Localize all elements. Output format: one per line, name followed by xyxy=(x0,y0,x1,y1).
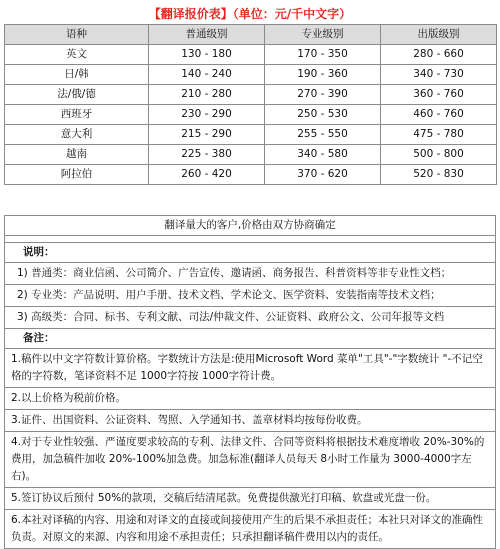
remark-item: 1.稿件以中文字符数计算价格。字数统计方法是:使用Microsoft Word 菜单"工具"-"字数统计 "-不记空格的字符数，笔译资料不足 1000字符按 1000字符计费。 xyxy=(5,349,496,388)
cell-publishing: 475 - 780 xyxy=(381,125,497,145)
cell-language: 日/韩 xyxy=(5,65,149,85)
cell-standard: 215 - 290 xyxy=(149,125,265,145)
cell-standard: 225 - 380 xyxy=(149,145,265,165)
notes-row xyxy=(5,243,496,263)
cell-publishing: 360 - 760 xyxy=(381,85,497,105)
remark-item: 3.证件、出国资料、公证资料、驾照、入学通知书、盖章材料均按每份收费。 xyxy=(5,410,496,432)
cell-professional: 250 - 530 xyxy=(265,105,381,125)
table-row xyxy=(5,145,497,165)
table-row xyxy=(5,85,497,105)
notes-row xyxy=(5,236,496,243)
notes-row xyxy=(5,510,496,549)
remark-item: 2.以上价格为税前价格。 xyxy=(5,388,496,410)
remark-item: 5.签订协议后预付 50%的款项，交稿后结清尾款。免费提供激光打印稿、软盘或光盘一份。 xyxy=(5,488,496,510)
bulk-discount-banner: 翻译量大的客户,价格由双方协商确定 xyxy=(5,216,496,236)
cell-standard: 210 - 280 xyxy=(149,85,265,105)
cell-language: 英文 xyxy=(5,45,149,65)
notes-row xyxy=(5,488,496,510)
cell-language: 越南 xyxy=(5,145,149,165)
cell-language: 法/俄/德 xyxy=(5,85,149,105)
cell-professional: 255 - 550 xyxy=(265,125,381,145)
cell-publishing: 340 - 730 xyxy=(381,65,497,85)
table-row xyxy=(5,165,497,185)
price-sheet xyxy=(4,4,496,549)
price-table xyxy=(4,24,497,185)
remark-header: 备注： xyxy=(5,329,496,349)
notes-row xyxy=(5,349,496,388)
notes-row xyxy=(5,307,496,329)
notes-row xyxy=(5,285,496,307)
cell-professional: 270 - 390 xyxy=(265,85,381,105)
notes-table xyxy=(4,215,496,549)
notes-row xyxy=(5,410,496,432)
header-professional: 专业级别 xyxy=(265,25,381,45)
cell-publishing: 520 - 830 xyxy=(381,165,497,185)
notes-row xyxy=(5,388,496,410)
remark-item: 4.对于专业性较强、严谨度要求较高的专利、法律文件、合同等资料将根据技术难度增收 20%-30%的费用，加急稿件加收 20%-100%加急费。加急标准(翻译人员每天 8小时工作量为 3000-4000字左右)。 xyxy=(5,432,496,488)
explain-header: 说明： xyxy=(5,243,496,263)
page-title: 【翻译报价表】（单位：元/千中文字） xyxy=(148,7,352,21)
cell-professional: 340 - 580 xyxy=(265,145,381,165)
price-table-header xyxy=(5,25,497,45)
cell-standard: 130 - 180 xyxy=(149,45,265,65)
header-language: 语种 xyxy=(5,25,149,45)
cell-language: 意大利 xyxy=(5,125,149,145)
cell-publishing: 280 - 660 xyxy=(381,45,497,65)
notes-row xyxy=(5,216,496,236)
cell-professional: 170 - 350 xyxy=(265,45,381,65)
spacer xyxy=(4,185,496,215)
table-row xyxy=(5,125,497,145)
notes-row xyxy=(5,432,496,488)
cell-standard: 260 - 420 xyxy=(149,165,265,185)
explain-item: 3) 高级类：合同、标书、专利文献、司法/仲裁文件、公证资料、政府公文、公司年报等文档 xyxy=(5,307,496,329)
cell-language: 阿拉伯 xyxy=(5,165,149,185)
blank-cell xyxy=(5,236,496,243)
cell-language: 西班牙 xyxy=(5,105,149,125)
header-publishing: 出版级别 xyxy=(381,25,497,45)
cell-standard: 230 - 290 xyxy=(149,105,265,125)
explain-item: 2) 专业类：产品说明、用户手册、技术文档、学术论文、医学资料、安装指南等技术文档； xyxy=(5,285,496,307)
cell-professional: 370 - 620 xyxy=(265,165,381,185)
header-standard: 普通级别 xyxy=(149,25,265,45)
table-row xyxy=(5,105,497,125)
notes-row xyxy=(5,263,496,285)
notes-row xyxy=(5,329,496,349)
table-row xyxy=(5,65,497,85)
cell-publishing: 500 - 800 xyxy=(381,145,497,165)
cell-professional: 190 - 360 xyxy=(265,65,381,85)
cell-standard: 140 - 240 xyxy=(149,65,265,85)
table-row xyxy=(5,45,497,65)
cell-publishing: 460 - 760 xyxy=(381,105,497,125)
explain-item: 1) 普通类：商业信函、公司简介、广告宣传、邀请函、商务报告、科普资料等非专业性文档； xyxy=(5,263,496,285)
remark-item: 6.本社对译稿的内容、用途和对译文的直接或间接使用产生的后果不承担责任；本社只对译文的准确性负责。对原文的来源、内容和用途不承担责任；只承担翻译稿件费用以内的责任。 xyxy=(5,510,496,549)
